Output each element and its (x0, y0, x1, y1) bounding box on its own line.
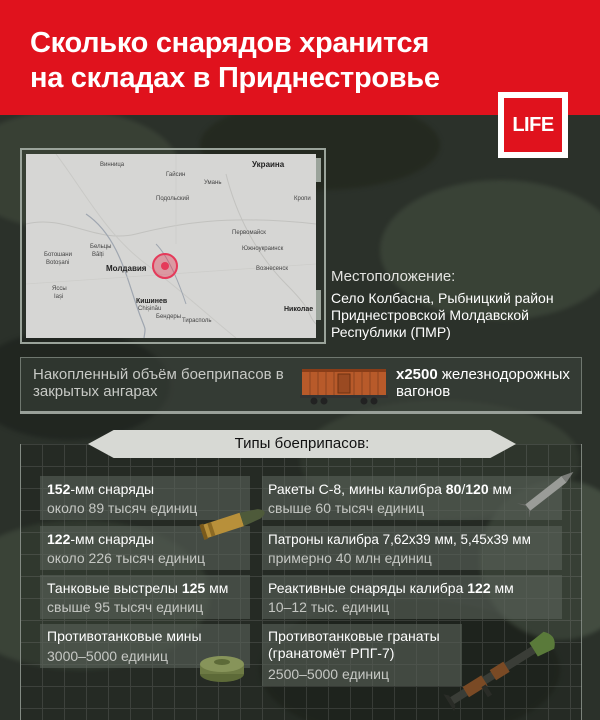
map-label-yassy: Яссы (52, 286, 67, 292)
map-label-voznesensk: Вознесенск (256, 266, 288, 272)
ammo-title-rest: -мм снаряды (70, 531, 155, 547)
map-label-nikolaev: Николае (284, 306, 314, 313)
ammo-card-title-line2: (гранатомёт РПГ-7) (268, 645, 395, 661)
map-label-gaisin: Гайсин (166, 172, 186, 178)
title-line-2: на складах в Приднестровье (30, 62, 440, 94)
location-text: Село Колбасна, Рыбницкий район Приднестровской Молдавской Республики (ПМР) (331, 290, 554, 340)
map-label-vinnitsa: Винница (100, 162, 125, 168)
ammo-card-title (47, 580, 228, 597)
map-label-bendery: Бендеры (156, 314, 182, 320)
antitank-mine-icon (198, 650, 246, 684)
ammo-card-title: Противотанковые мины (47, 628, 202, 644)
map-label-balti-ro: Bălți (92, 252, 104, 258)
map-label-tiraspol: Тирасполь (182, 318, 212, 324)
ammo-card-title: Противотанковые гранаты (268, 628, 440, 644)
ammo-card-qty: 10–12 тыс. единиц (268, 599, 390, 615)
ammo-card-qty: примерно 40 млн единиц (268, 550, 432, 566)
ammo-card-title (268, 481, 512, 498)
ammo-title-rest: мм (490, 580, 514, 596)
ammo-card-title (47, 481, 154, 498)
location-heading: Местоположение: (331, 268, 456, 285)
location-map (26, 154, 316, 338)
ammo-title-pre: Танковые выстрелы (47, 580, 182, 596)
volume-label: Накопленный объём боеприпасов в закрытых ангарах (33, 366, 284, 400)
ammo-title-rest: мм (488, 481, 512, 497)
title-line-1: Сколько снарядов хранится (30, 27, 429, 59)
map-marker-dot (161, 262, 169, 270)
railway-wagon-icon (298, 365, 390, 405)
ammo-title-bold: 125 (181, 580, 206, 596)
map-label-kropivnitsky: Кропи (294, 196, 311, 202)
ammo-title-bold: 122 (47, 531, 71, 547)
ammo-title-bold: 152 (47, 481, 71, 497)
volume-value-rest: железнодорожных вагонов (396, 366, 570, 400)
ammo-card-title (47, 531, 154, 548)
map-label-podolsky: Подольский (156, 196, 190, 202)
map-label-moldova: Молдавия (106, 264, 147, 273)
ammo-title-pre: Реактивные снаряды калибра (268, 580, 468, 596)
rpg-launcher-icon (440, 620, 570, 720)
life-logo (498, 92, 568, 158)
logo-text: LIFE (504, 98, 562, 152)
map-label-kishinev: Кишинев (136, 298, 168, 305)
rocket-icon (514, 465, 584, 517)
map-label-yuzhnoukrainsk: Южноукраинск (242, 246, 284, 252)
map-label-balti: Бельцы (90, 244, 112, 250)
ammo-title-sep: / (461, 481, 466, 497)
map-label-botosani-ro: Botoșani (46, 260, 70, 266)
map-label-botosani: Ботошани (44, 252, 72, 258)
map-label-chisinau: Chișinău (138, 306, 162, 312)
page-title (30, 26, 500, 96)
map-label-pervomaisk: Первомайск (232, 230, 266, 236)
ammo-card-title (268, 580, 514, 597)
ammo-card-qty: около 226 тысяч единиц (47, 550, 206, 566)
map-label-iasi: Iași (54, 294, 64, 300)
ammo-card-qty: 3000–5000 единиц (47, 648, 169, 664)
ammo-card-qty: около 89 тысяч единиц (47, 500, 198, 516)
ammo-card-qty: 2500–5000 единиц (268, 666, 390, 682)
types-title: Типы боеприпасов: (234, 435, 370, 452)
ammo-title-pre: Ракеты С-8, мины калибра (268, 481, 446, 497)
volume-value-bold: х2500 (396, 366, 438, 383)
artillery-shell-icon (196, 500, 278, 542)
ammo-title-bold: 122 (467, 580, 491, 596)
ammo-title-bold: 80 (445, 481, 462, 497)
volume-value (396, 366, 586, 400)
map-label-ukraine: Украина (252, 160, 285, 169)
ammo-title-bold2: 120 (465, 481, 489, 497)
ammo-card-title: Патроны калибра 7,62х39 мм, 5,45х39 мм (268, 532, 531, 547)
map-label-uman: Умань (204, 180, 222, 186)
ammo-card-qty: свыше 95 тысяч единиц (47, 599, 204, 615)
volume-band-underline (20, 411, 582, 414)
ammo-title-rest: -мм снаряды (70, 481, 155, 497)
ammo-card-qty: свыше 60 тысяч единиц (268, 500, 425, 516)
ammo-title-rest: мм (205, 580, 229, 596)
